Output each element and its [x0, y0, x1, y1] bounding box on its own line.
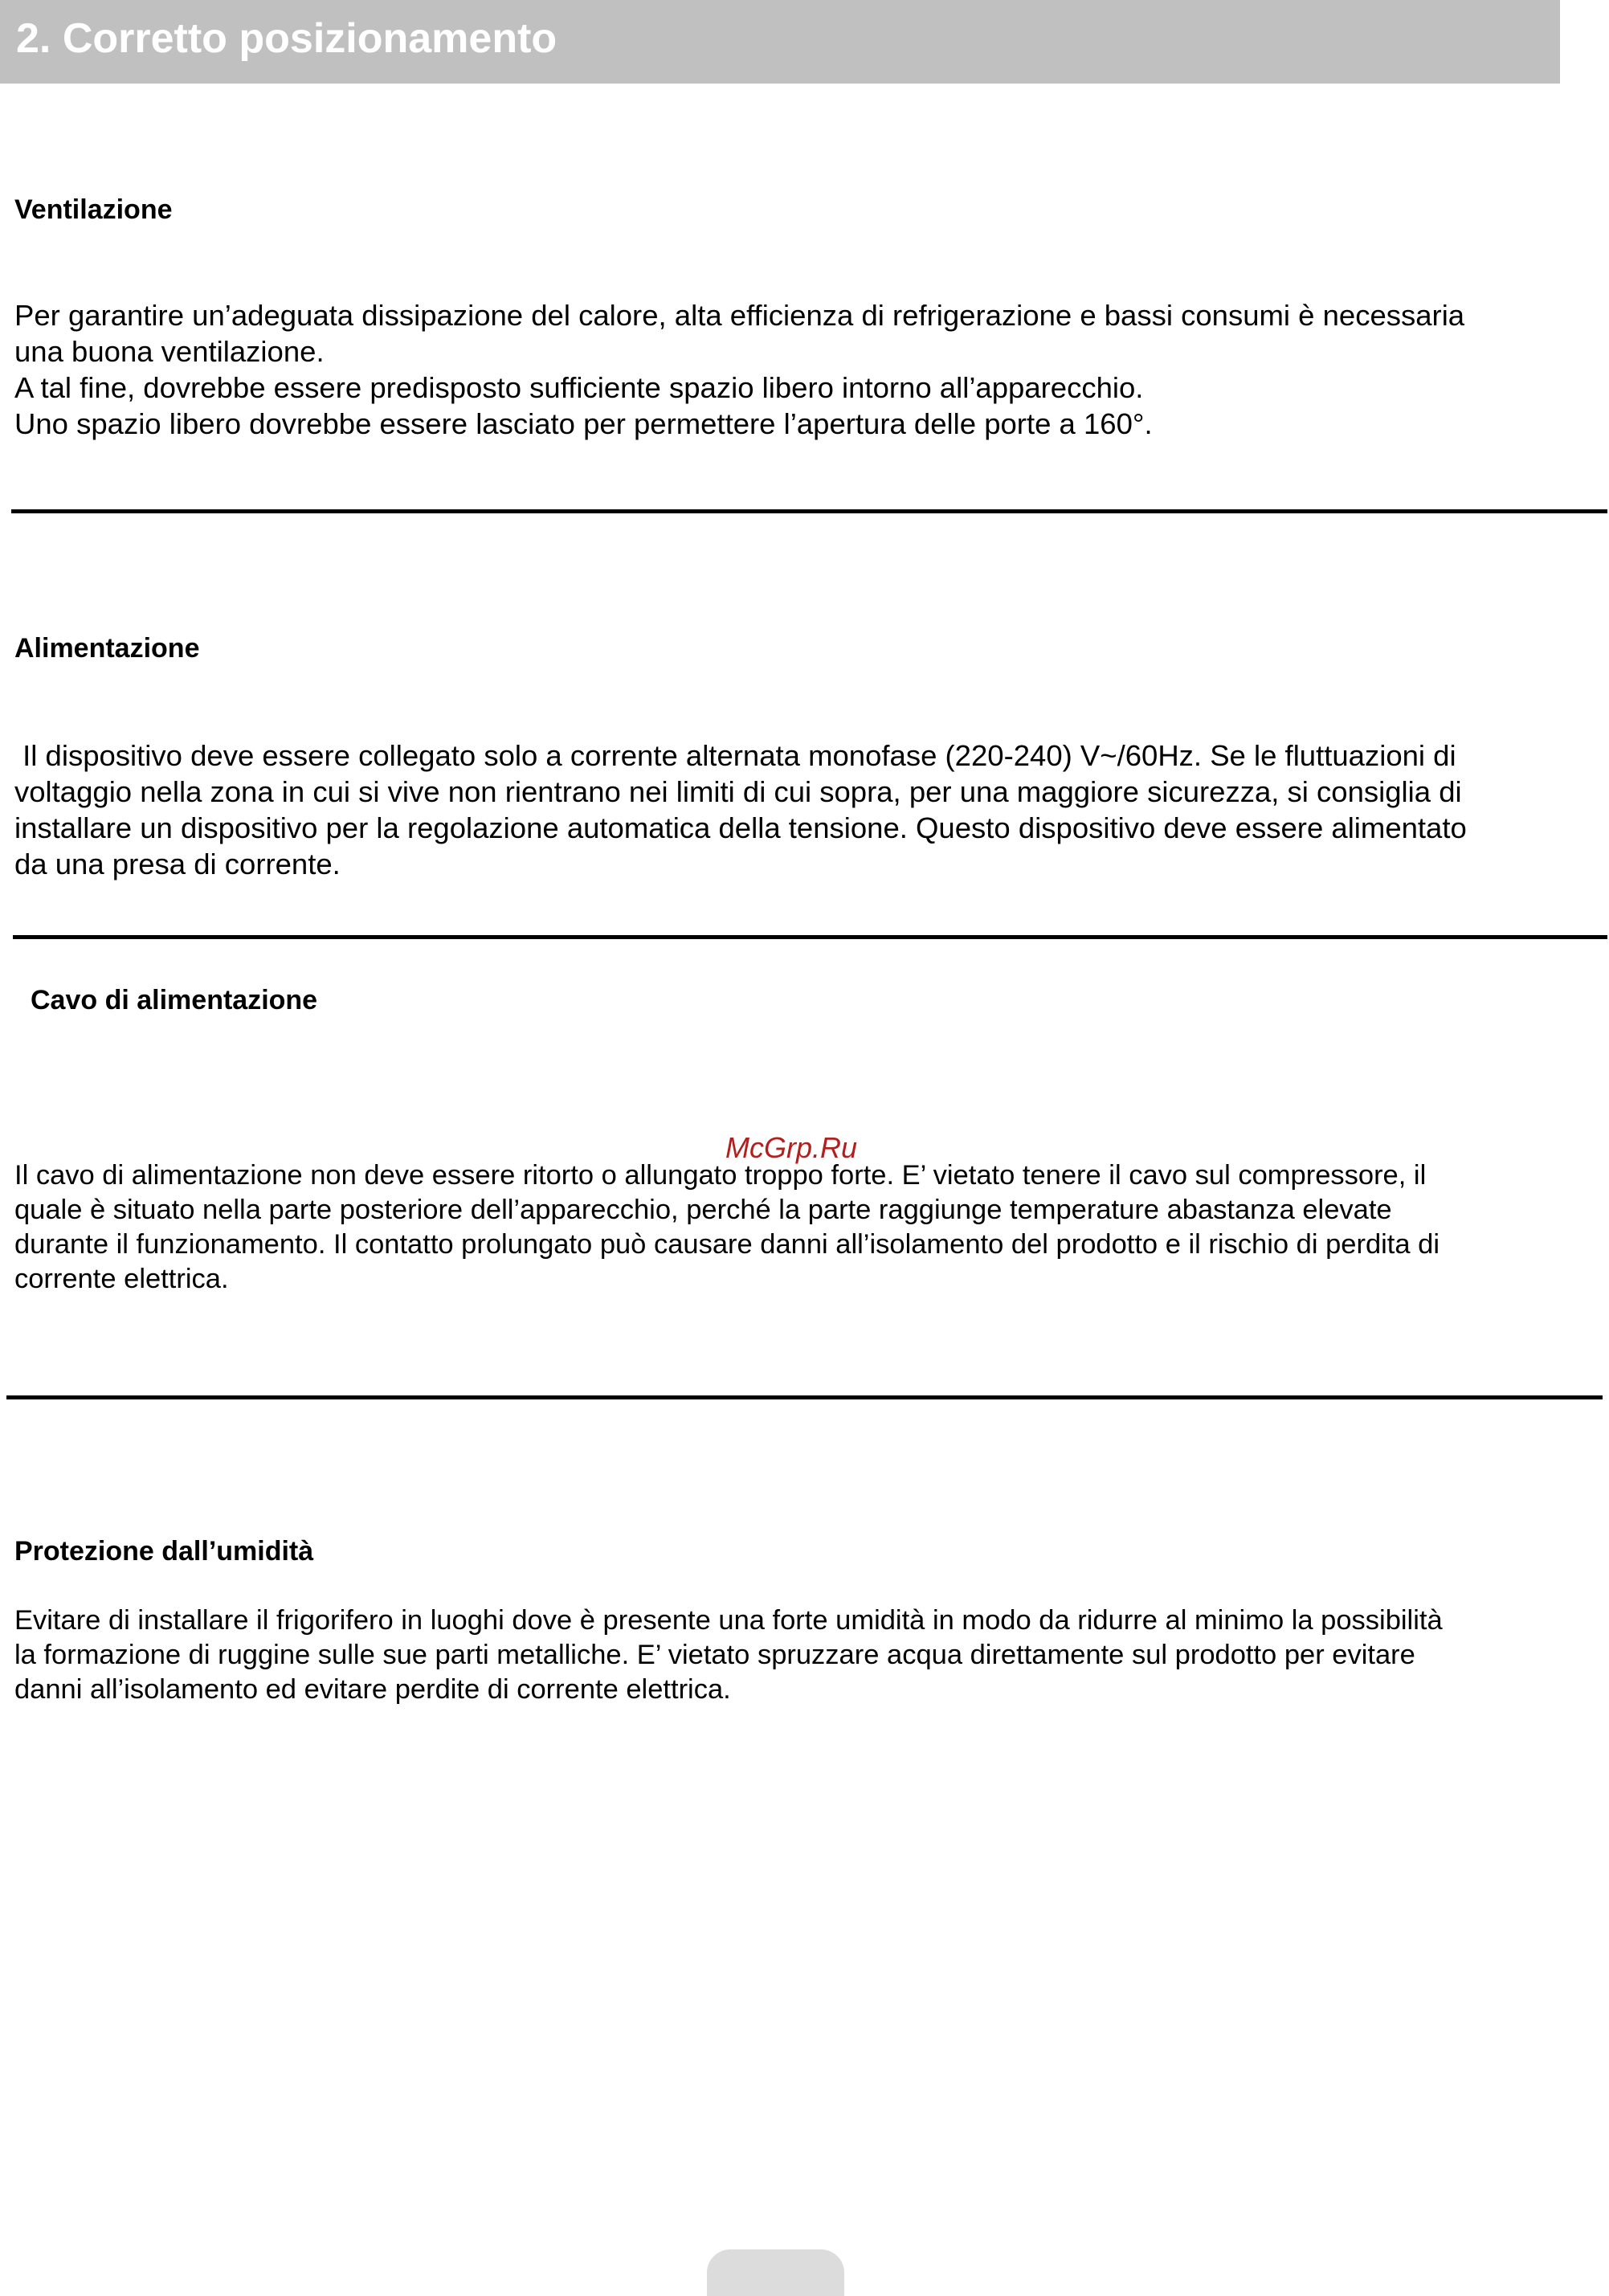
section-heading-ventilazione: Ventilazione — [14, 194, 173, 225]
body-line: quale è situato nella parte posteriore dell’apparecchio, perché la parte raggiunge temperature abastanza elevate — [14, 1195, 1392, 1225]
page-title: 2. Corretto posizionamento — [16, 15, 557, 62]
body-line: Uno spazio libero dovrebbe essere lasciato per permettere l’apertura delle porte a 160°. — [14, 407, 1153, 440]
body-line: Per garantire un’adeguata dissipazione del calore, alta efficienza di refrigerazione e bassi consumi è necessaria — [14, 299, 1465, 332]
section-heading-protezione: Protezione dall’umidità — [14, 1536, 314, 1567]
body-line: installare un dispositivo per la regolazione automatica della tensione. Questo dispositivo deve essere alimentato — [14, 811, 1467, 844]
section-body-ventilazione — [14, 297, 1581, 442]
section-body-alimentazione — [14, 737, 1581, 882]
body-line: da una presa di corrente. — [14, 848, 341, 880]
section-divider — [6, 1395, 1603, 1399]
body-line: la formazione di ruggine sulle sue parti metalliche. E’ vietato spruzzare acqua direttamente sul prodotto per evitare — [14, 1640, 1415, 1670]
page-title-bar — [0, 0, 1560, 84]
page-number-tab — [707, 2249, 844, 2296]
section-body-protezione — [14, 1604, 1581, 1707]
body-line: corrente elettrica. — [14, 1264, 229, 1294]
body-line: durante il funzionamento. Il contatto prolungato può causare danni all’isolamento del prodotto e il rischio di perdita di — [14, 1229, 1440, 1260]
section-divider — [13, 935, 1607, 939]
section-heading-cavo: Cavo di alimentazione — [31, 985, 318, 1015]
section-divider — [11, 509, 1607, 513]
body-line: Evitare di installare il frigorifero in luoghi dove è presente una forte umidità in modo da ridurre al minimo la possibilità — [14, 1605, 1443, 1636]
body-line: Il dispositivo deve essere collegato solo a corrente alternata monofase (220-240) V~/60Hz. Se le fluttuazioni di — [14, 739, 1456, 772]
watermark: McGrp.Ru — [725, 1131, 858, 1164]
body-line: A tal fine, dovrebbe essere predisposto sufficiente spazio libero intorno all’apparecchio. — [14, 371, 1144, 404]
body-line: Il cavo di alimentazione non deve essere ritorto o allungato troppo forte. E’ vietato tenere il cavo sul compressore, il — [14, 1160, 1427, 1191]
section-heading-alimentazione: Alimentazione — [14, 633, 200, 664]
section-body-cavo — [14, 1158, 1581, 1297]
body-line: voltaggio nella zona in cui si vive non rientrano nei limiti di cui sopra, per una maggiore sicurezza, si consiglia di — [14, 775, 1462, 808]
body-line: una buona ventilazione. — [14, 335, 325, 368]
body-line: danni all’isolamento ed evitare perdite di corrente elettrica. — [14, 1674, 731, 1705]
